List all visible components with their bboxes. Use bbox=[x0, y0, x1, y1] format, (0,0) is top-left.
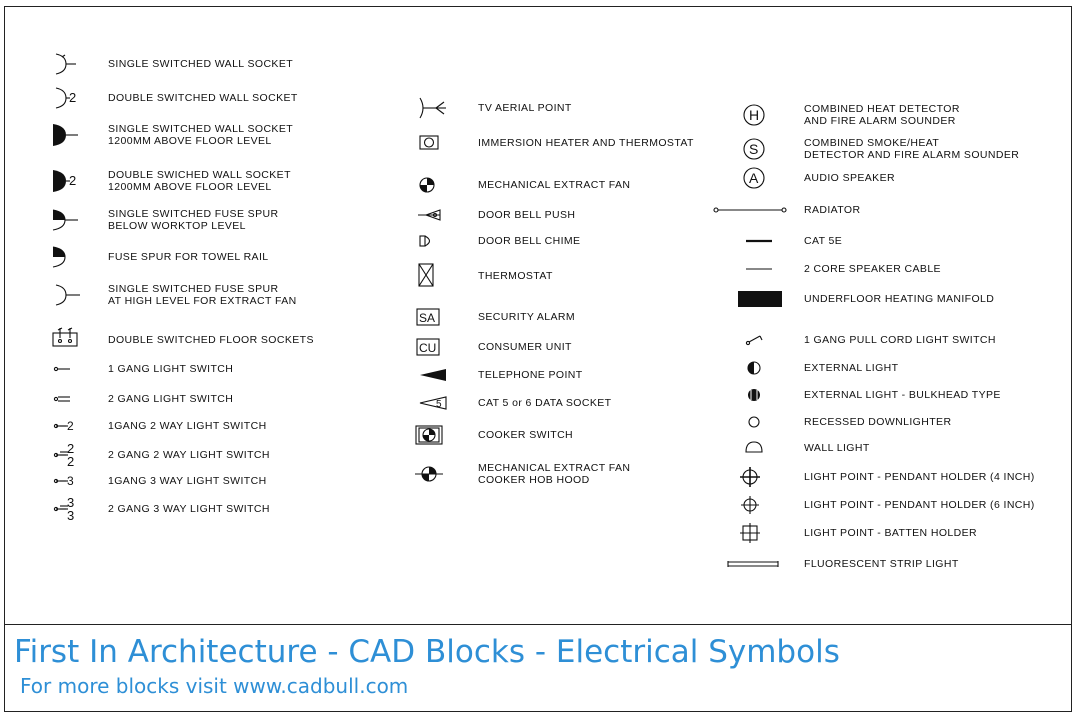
svg-text:A: A bbox=[749, 170, 759, 186]
legend-label-line: 1 GANG LIGHT SWITCH bbox=[108, 363, 234, 375]
single-switched-wall-socket-icon bbox=[52, 50, 108, 78]
legend-label bbox=[108, 251, 269, 263]
2-gang-3-way-switch-icon bbox=[52, 495, 108, 523]
legend-label-line: LIGHT POINT - PENDANT HOLDER (4 INCH) bbox=[804, 471, 1035, 483]
immersion-heater-icon bbox=[414, 129, 470, 157]
legend-label bbox=[804, 499, 1035, 511]
legend-label-line: WALL LIGHT bbox=[804, 442, 870, 454]
legend-label bbox=[108, 169, 291, 193]
title-block-divider bbox=[4, 624, 1072, 625]
legend-label-line: THERMOSTAT bbox=[478, 270, 553, 282]
batten-holder-icon bbox=[726, 519, 782, 547]
legend-label bbox=[478, 179, 630, 191]
cooker-switch-icon bbox=[414, 421, 470, 449]
legend-label-line: COMBINED HEAT DETECTOR bbox=[804, 103, 960, 115]
legend-label bbox=[804, 334, 996, 346]
legend-label-line: BELOW WORKTOP LEVEL bbox=[108, 220, 246, 232]
door-bell-chime-icon bbox=[414, 227, 470, 255]
legend-label-line: 2 GANG 3 WAY LIGHT SWITCH bbox=[108, 503, 270, 515]
legend-label bbox=[804, 293, 994, 305]
2-gang-switch-icon bbox=[52, 385, 108, 413]
radiator-icon bbox=[726, 196, 782, 224]
legend-label-line: LIGHT POINT - PENDANT HOLDER (6 INCH) bbox=[804, 499, 1035, 511]
speaker-cable-icon bbox=[726, 255, 782, 283]
door-bell-push-icon bbox=[414, 201, 470, 229]
legend-label-line: 1200MM ABOVE FLOOR LEVEL bbox=[108, 135, 272, 147]
svg-text:S: S bbox=[749, 141, 759, 157]
fuse-spur-extract-fan-icon bbox=[52, 281, 108, 309]
legend-label-line: SINGLE SWITCHED WALL SOCKET bbox=[108, 123, 294, 135]
wall-light-icon bbox=[726, 434, 782, 462]
legend-label-line: COMBINED SMOKE/HEAT bbox=[804, 137, 940, 149]
recessed-downlighter-icon bbox=[726, 408, 782, 436]
pendant-6in-icon bbox=[726, 491, 782, 519]
pull-cord-switch-icon bbox=[726, 326, 782, 354]
title-block-subtitle: For more blocks visit www.cadbull.com bbox=[20, 674, 409, 698]
high-level-double-socket-icon bbox=[52, 167, 108, 195]
legend-label bbox=[108, 58, 293, 70]
high-level-socket-icon bbox=[52, 121, 108, 149]
legend-label bbox=[478, 397, 611, 409]
bulkhead-light-icon bbox=[726, 381, 782, 409]
cooker-hob-hood-icon bbox=[414, 460, 470, 488]
legend-label-line: CAT 5E bbox=[804, 235, 843, 247]
security-alarm-icon bbox=[414, 303, 470, 331]
floor-sockets-icon bbox=[52, 326, 108, 354]
data-socket-icon bbox=[414, 389, 470, 417]
1-gang-2-way-switch-icon bbox=[52, 412, 108, 440]
legend-label-line: CONSUMER UNIT bbox=[478, 341, 572, 353]
legend-label-line: 1 GANG PULL CORD LIGHT SWITCH bbox=[804, 334, 996, 346]
1-gang-switch-icon bbox=[52, 355, 108, 383]
heating-manifold-icon bbox=[726, 285, 782, 313]
legend-label-line: 2 CORE SPEAKER CABLE bbox=[804, 263, 941, 275]
legend-label-line: 2 GANG 2 WAY LIGHT SWITCH bbox=[108, 449, 270, 461]
legend-label bbox=[804, 362, 898, 374]
cat5e-icon bbox=[726, 227, 782, 255]
legend-label bbox=[478, 369, 583, 381]
legend-label bbox=[108, 363, 233, 375]
legend-label bbox=[108, 393, 233, 405]
fuse-spur-worktop-icon bbox=[52, 206, 108, 234]
mechanical-extract-fan-icon bbox=[414, 171, 470, 199]
legend-label bbox=[804, 389, 1001, 401]
svg-text:3: 3 bbox=[67, 474, 74, 488]
legend-label-line: SINGLE SWITCHED FUSE SPUR bbox=[108, 208, 279, 220]
external-light-icon bbox=[726, 354, 782, 382]
fluorescent-strip-icon bbox=[726, 550, 782, 578]
legend-label bbox=[804, 263, 941, 275]
legend-label bbox=[804, 103, 960, 127]
fuse-spur-towel-rail-icon bbox=[52, 243, 108, 271]
legend-label-line: 2 GANG LIGHT SWITCH bbox=[108, 393, 234, 405]
legend-label-line: FLUORESCENT STRIP LIGHT bbox=[804, 558, 959, 570]
svg-text:SA: SA bbox=[419, 311, 436, 325]
legend-label-line: AND FIRE ALARM SOUNDER bbox=[804, 115, 956, 127]
legend-label bbox=[478, 462, 630, 486]
double-switched-wall-socket-icon bbox=[52, 84, 108, 112]
legend-label-line: 1GANG 3 WAY LIGHT SWITCH bbox=[108, 475, 267, 487]
legend-label bbox=[804, 137, 1019, 161]
audio-speaker-icon bbox=[726, 164, 782, 192]
thermostat-icon bbox=[414, 262, 470, 290]
consumer-unit-icon bbox=[414, 333, 470, 361]
legend-label bbox=[804, 235, 842, 247]
legend-label-line: FUSE SPUR FOR TOWEL RAIL bbox=[108, 251, 269, 263]
legend-label bbox=[108, 334, 314, 346]
legend-label bbox=[804, 527, 977, 539]
2-gang-2-way-switch-icon bbox=[52, 441, 108, 469]
legend-label-line: CAT 5 or 6 DATA SOCKET bbox=[478, 397, 612, 409]
legend-label bbox=[108, 123, 293, 147]
legend-label bbox=[108, 92, 298, 104]
legend-label-line: TV AERIAL POINT bbox=[478, 102, 572, 114]
svg-text:2: 2 bbox=[67, 441, 75, 456]
legend-label-line: COOKER HOB HOOD bbox=[478, 474, 590, 486]
legend-label bbox=[804, 442, 870, 454]
legend-label bbox=[478, 270, 553, 282]
legend-label-line: COOKER SWITCH bbox=[478, 429, 574, 441]
legend-label-line: TELEPHONE POINT bbox=[478, 369, 583, 381]
legend-label-line: 1GANG 2 WAY LIGHT SWITCH bbox=[108, 420, 267, 432]
legend-label-line: DOUBLE SWITCHED WALL SOCKET bbox=[108, 92, 298, 104]
legend-label-line: UNDERFLOOR HEATING MANIFOLD bbox=[804, 293, 995, 305]
legend-label-line: AT HIGH LEVEL FOR EXTRACT FAN bbox=[108, 295, 297, 307]
legend-label bbox=[108, 449, 270, 461]
legend-label-line: DOUBLE SWICHED WALL SOCKET bbox=[108, 169, 291, 181]
legend-label-line: DOOR BELL PUSH bbox=[478, 209, 576, 221]
svg-text:2: 2 bbox=[67, 419, 74, 433]
legend-label-line: SINGLE SWITCHED WALL SOCKET bbox=[108, 58, 294, 70]
telephone-point-icon bbox=[414, 361, 470, 389]
legend-label bbox=[804, 416, 951, 428]
legend-label bbox=[478, 235, 580, 247]
svg-text:3: 3 bbox=[67, 495, 75, 510]
smoke-detector-icon bbox=[726, 135, 782, 163]
legend-label bbox=[804, 558, 959, 570]
legend-label-line: MECHANICAL EXTRACT FAN bbox=[478, 462, 631, 474]
svg-text:2: 2 bbox=[67, 454, 75, 469]
legend-label-line: EXTERNAL LIGHT - BULKHEAD TYPE bbox=[804, 389, 1001, 401]
legend-label bbox=[108, 208, 278, 232]
svg-text:2: 2 bbox=[69, 90, 77, 105]
legend-label-line: MECHANICAL EXTRACT FAN bbox=[478, 179, 631, 191]
pendant-4in-icon bbox=[726, 463, 782, 491]
legend-label-line: DOOR BELL CHIME bbox=[478, 235, 581, 247]
legend-label-line: SECURITY ALARM bbox=[478, 311, 576, 323]
legend-label-line: LIGHT POINT - BATTEN HOLDER bbox=[804, 527, 977, 539]
legend-label bbox=[108, 503, 270, 515]
legend-label bbox=[804, 204, 860, 216]
legend-label-line: RADIATOR bbox=[804, 204, 861, 216]
legend-label-line: 1200MM ABOVE FLOOR LEVEL bbox=[108, 181, 272, 193]
legend-label-line: SINGLE SWITCHED FUSE SPUR bbox=[108, 283, 279, 295]
legend-label bbox=[478, 137, 694, 149]
svg-text:3: 3 bbox=[67, 508, 75, 523]
legend-label bbox=[478, 429, 573, 441]
heat-detector-icon bbox=[726, 101, 782, 129]
svg-text:CU: CU bbox=[419, 341, 437, 355]
svg-text:H: H bbox=[749, 107, 760, 123]
title-block-title: First In Architecture - CAD Blocks - Electrical Symbols bbox=[14, 634, 840, 670]
legend-label-line: EXTERNAL LIGHT bbox=[804, 362, 899, 374]
legend-label-line: DETECTOR AND FIRE ALARM SOUNDER bbox=[804, 149, 1020, 161]
legend-label bbox=[804, 471, 1035, 483]
legend-label-line: DOUBLE SWITCHED FLOOR SOCKETS bbox=[108, 334, 314, 346]
svg-text:5: 5 bbox=[436, 399, 442, 410]
legend-label bbox=[478, 209, 575, 221]
tv-aerial-icon bbox=[414, 94, 470, 122]
svg-text:2: 2 bbox=[69, 173, 77, 188]
legend-label bbox=[804, 172, 895, 184]
legend-label-line: IMMERSION HEATER AND THERMOSTAT bbox=[478, 137, 694, 149]
legend-label bbox=[108, 420, 267, 432]
legend-label bbox=[108, 283, 297, 307]
legend-label bbox=[108, 475, 267, 487]
legend-label-line: AUDIO SPEAKER bbox=[804, 172, 895, 184]
legend-label bbox=[478, 102, 572, 114]
1-gang-3-way-switch-icon bbox=[52, 467, 108, 495]
legend-label bbox=[478, 341, 572, 353]
legend-label-line: RECESSED DOWNLIGHTER bbox=[804, 416, 952, 428]
legend-label bbox=[478, 311, 575, 323]
